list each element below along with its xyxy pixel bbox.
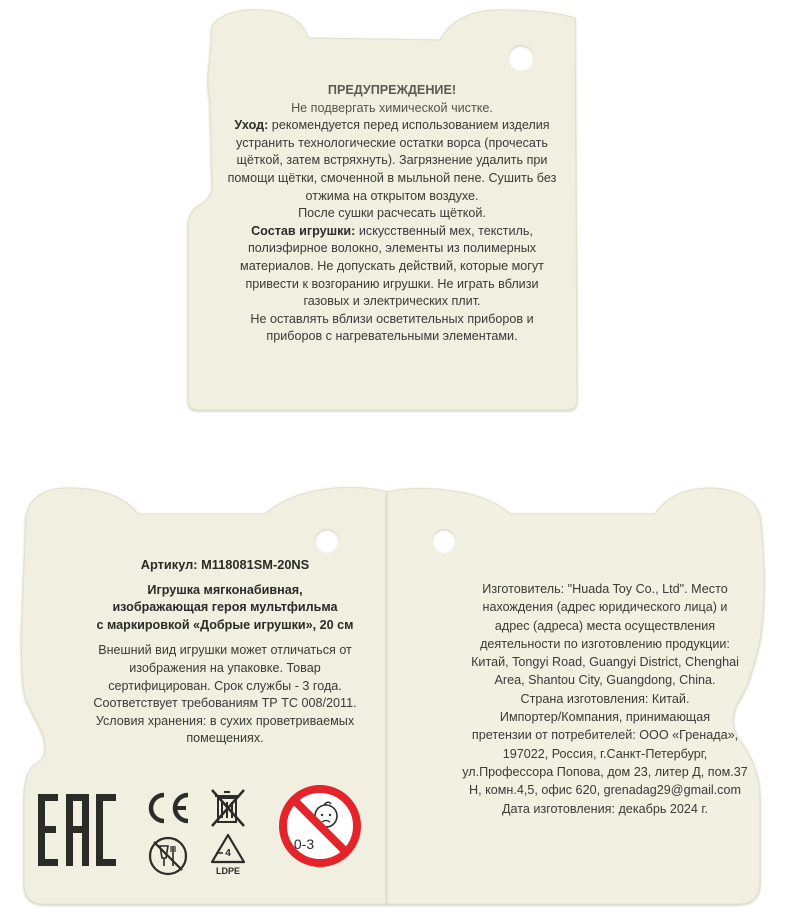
age-restriction-icon [276,782,364,870]
importer-info-line: претензии от потребителей: ООО «Гренада», [471,728,739,743]
manufacture-date: Дата изготовления: декабрь 2024 г. [502,801,708,816]
care-line: устранить технологические остатки ворса (прочесать [236,135,548,150]
composition-line: полиэфирное волокно, элементы из полимерных [247,241,537,256]
manufacturer-info-line: нахождения (адрес юридического лица) и [482,600,728,615]
care-label: Уход: [234,118,269,133]
right-tag-hole [432,529,456,553]
care-line: рекомендуется перед использованием изделия [268,118,550,133]
manufacturer-info-line: Area, Shantou City, Guangdong, China. [494,673,716,688]
product-info-line: Внешний вид игрушки может отличаться от [98,643,352,658]
article-number: Артикул: M118081SM-20NS [140,557,310,572]
top-tag-text [212,82,572,346]
product-title-line: изображающая героя мультфильма [112,600,338,615]
care-line: отжима на открытом воздухе. [305,188,479,203]
age-limit-label: 0-3 [293,836,315,852]
importer-info-line: 197022, Россия, г.Санкт-Петербург, [502,746,708,761]
product-info-line: изображения на упаковке. Товар [129,660,321,675]
product-info-line: помещениях. [186,731,264,746]
care-line: После сушки расчесать щёткой. [298,206,486,221]
manufacturer-info-line: Страна изготовления: Китай. [520,691,690,706]
manufacturer-info-line: деятельности по изготовлению продукции: [480,636,730,651]
composition-line: газовых и электрических плит. [303,294,481,309]
composition-line: приборов с нагревательными элементами. [266,329,518,344]
product-info-line: сертифицирован. Срок службы - 3 года. [108,678,342,693]
manufacturer-info-line: Изготовитель: "Huada Toy Co., Ltd". Место [482,582,728,596]
top-tag-hole [508,45,534,71]
product-title-line: с маркировкой «Добрые игрушки», 20 см [96,617,354,632]
product-info-line: Условия хранения: в сухих проветриваемых [95,713,355,728]
composition-line: Не оставлять вблизи осветительных приборов и [250,311,534,326]
no-dry-clean-text: Не подвергать химической чистке. [291,100,493,115]
composition-line: искусственный мех, текстиль, [355,223,533,238]
importer-info-line: ул.Профессора Попова, дом 23, литер Д, пом.37 [462,764,748,779]
composition-label: Состав игрушки: [251,223,356,238]
warning-title: ПРЕДУПРЕЖДЕНИЕ! [327,83,457,97]
importer-info-line: Н, комн.4,5, офис 620, grenadag29@gmail.com [469,783,741,798]
right-tag-text [440,580,770,818]
manufacturer-info-line: адрес (адреса) места осуществления [494,618,716,633]
eac-mark-icon [36,792,118,868]
recycle-material: LDPE [215,866,240,876]
manufacturer-info-line: Китай, Tongyi Road, Guangyi District, Chenghai [471,655,739,670]
recycle-number: 4 [225,848,231,859]
crossed-bin-icon [208,786,248,830]
product-info-line: Соответствует требованиям ТР ТС 008/2011. [93,696,357,711]
composition-line: привести к возгоранию игрушки. Не играть вблизи [245,276,539,291]
product-title-line: Игрушка мягконабивная, [147,582,303,597]
importer-info-line: Импортер/Компания, принимающая [499,710,711,725]
ce-mark-icon [142,790,192,826]
care-line: помощи щётки, смоченной в мыльной пене. Сушить без [227,170,557,185]
left-tag-text [60,556,390,748]
not-food-contact-icon [146,834,190,878]
left-tag-hole [315,529,339,553]
composition-line: материалов. Не допускать действий, которые могут [240,258,544,273]
care-line: щёткой, затем встряхнуть). Загрязнение удалить при [236,153,548,168]
